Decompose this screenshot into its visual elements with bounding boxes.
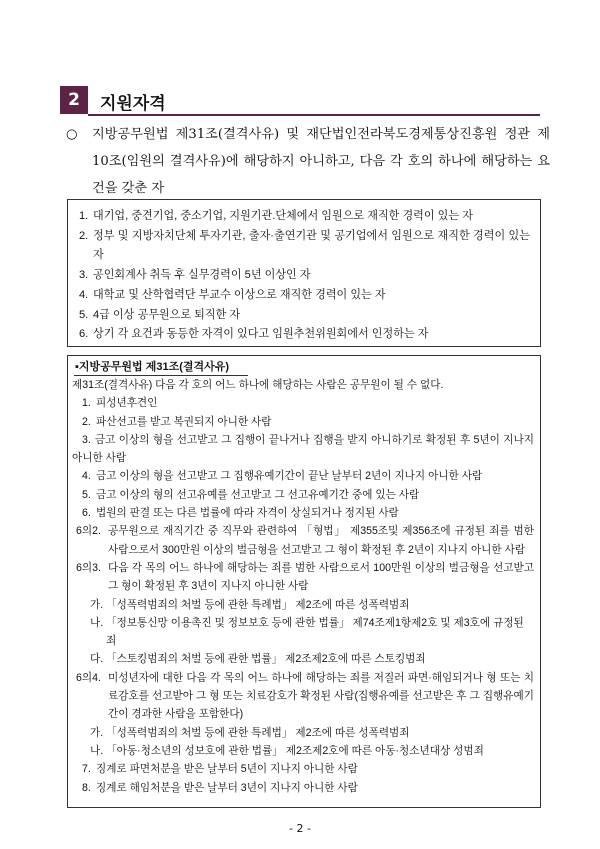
law-item [72, 522, 534, 559]
law-item-number: 6. [82, 507, 91, 520]
law-subitem-number: 가. [90, 598, 104, 611]
law-subitem-text: 「정보통신망 이용촉진 및 정보보호 등에 관한 법률」 제74조제1항제2호 및 제3호에 규정된 죄 [106, 616, 524, 648]
section-number: 2 [60, 86, 88, 114]
requirement-number: 3. [79, 269, 89, 282]
law-item-text: 다음 각 목의 어느 하나에 해당하는 죄를 범한 사람으로서 100만원 이상의 벌금형을 선고받고 그 형이 확정된 후 3년이 지나지 아니한 사람 [108, 561, 534, 593]
law-item-text: 공무원으로 재직기간 중 직무와 관련하여 「형법」 제355조및 제356조에 규정된 죄를 범한 사람으로서 300만원 이상의 벌금형을 선고받고 그 형이 확정된 후 2년이 지나지 아니한 사람 [108, 525, 534, 556]
law-item-text: 파산선고를 받고 복권되지 아니한 사람 [96, 415, 272, 428]
law-item-text: 법원의 판결 또는 다른 법률에 따라 자격이 상실되거나 정지된 사람 [96, 507, 399, 520]
requirement-item [79, 227, 530, 266]
intro-paragraph [60, 121, 550, 202]
law-subitem [72, 742, 534, 760]
requirement-text: 대기업, 중견기업, 중소기업, 지원기관.단체에서 임원으로 재직한 경력이 있는 자 [93, 210, 473, 222]
law-body [72, 376, 534, 797]
requirement-item [79, 286, 530, 306]
law-subitem [72, 650, 534, 668]
law-item [72, 779, 534, 797]
requirement-number: 1. [79, 210, 89, 222]
law-item-text: 징계로 해임처분을 받은 날부터 3년이 지나지 아니한 사람 [96, 781, 358, 794]
law-item-number: 3. [82, 433, 91, 446]
page-number: - 2 - [289, 822, 311, 835]
law-lead: 제31조(결격사유) 다음 각 호의 어느 하나에 해당하는 사람은 공무원이 될 수 없다. [72, 379, 444, 391]
requirement-number: 4. [79, 288, 89, 301]
law-item [72, 486, 534, 504]
law-item-text: 피성년후견인 [96, 397, 158, 410]
law-item [72, 559, 534, 596]
section-header [60, 85, 540, 115]
requirement-item [79, 266, 530, 286]
law-item [72, 394, 534, 412]
requirement-number: 2. [79, 229, 89, 242]
law-item-text: 금고 이상의 형의 선고유예를 선고받고 그 선고유예기간 중에 있는 사람 [96, 488, 420, 501]
law-item [72, 504, 534, 522]
requirement-text: 상기 각 요건과 동등한 자격이 있다고 임원추천위원회에서 인정하는 자 [93, 328, 429, 341]
law-item-number: 8. [82, 781, 91, 794]
law-box [67, 355, 541, 808]
requirement-item [79, 325, 530, 345]
law-item-text: 금고 이상의 형을 선고받고 그 집행이 끝나거나 집행을 받지 아니하기로 확정된 후 5년이 지나지 아니한 사람 [72, 433, 534, 465]
law-item-number: 4. [82, 470, 91, 483]
law-subitem-number: 가. [90, 726, 104, 739]
law-item [72, 669, 534, 724]
law-subitem-text: 「스토킹범죄의 처벌 등에 관한 법률」 제2조제2호에 따른 스토킹범죄 [106, 653, 426, 666]
law-item [72, 413, 534, 431]
requirement-text: 대학교 및 산학협력단 부교수 이상으로 재직한 경력이 있는 자 [93, 288, 386, 301]
requirements-box [67, 199, 541, 347]
law-item-number: 7. [82, 763, 91, 776]
law-item-text: 미성년자에 대한 다음 각 목의 어느 하나에 해당하는 죄를 저질러 파면·해임되거나 형 또는 치료감호를 선고받아 그 형 또는 치료감호가 확정된 사람(집행유예를 선고받은 후 그 집행유예기간이 경과한 사람을 포함한다) [108, 671, 534, 721]
law-item [72, 431, 534, 468]
requirement-text: 4급 이상 공무원으로 퇴직한 자 [93, 308, 241, 321]
law-subitem [72, 596, 534, 614]
requirement-text: 공인회계사 취득 후 실무경력이 5년 이상인 자 [93, 269, 311, 282]
law-subitem-number: 나. [90, 744, 104, 757]
law-subitem [72, 724, 534, 742]
requirement-item [79, 207, 530, 227]
circle-bullet-icon: ○ [66, 127, 78, 142]
law-subitem [72, 614, 534, 651]
section-title: 지원자격 [100, 94, 166, 114]
law-item [72, 760, 534, 778]
law-item-number: 5. [82, 488, 91, 501]
requirement-item [79, 306, 530, 326]
law-item-number: 6의3. [76, 561, 101, 574]
law-item-text: 금고 이상의 형을 선고받고 그 집행유예기간이 끝난 날부터 2년이 지나지 아니한 사람 [96, 470, 483, 483]
requirement-text: 정부 및 지방자치단체 투자기관, 출자·출연기관 및 공기업에서 임원으로 재직한 경력이 있는 자 [93, 229, 530, 262]
law-item-number: 6의2. [76, 525, 101, 538]
law-subitem-text: 「성폭력범죄의 처벌 등에 관한 특례법」 제2조에 따른 성폭력범죄 [106, 598, 410, 611]
law-subitem-number: 다. [90, 653, 104, 666]
law-subitem-number: 나. [90, 616, 104, 629]
section-divider [88, 114, 540, 116]
law-item-text: 징계로 파면처분을 받은 날부터 5년이 지나지 아니한 사람 [96, 763, 358, 776]
law-item [72, 467, 534, 485]
requirement-number: 6. [79, 328, 89, 341]
law-title: ▪지방공무원법 제31조(결격사유) [75, 361, 230, 373]
law-subitem-text: 「아동·청소년의 성보호에 관한 법률」 제2조제2호에 따른 아동·청소년대상 성범죄 [106, 744, 484, 757]
requirement-number: 5. [79, 308, 89, 321]
intro-text: 지방공무원법 제31조(결격사유) 및 재단법인전라북도경제통상진흥원 정관 제10조(임원의 결격사유)에 해당하지 아니하고, 다음 각 호의 하나에 해당하는 요건을 갖춘 자 [92, 127, 550, 196]
law-item-number: 6의4. [76, 671, 101, 684]
law-item-number: 1. [82, 397, 91, 410]
law-item-number: 2. [82, 415, 91, 428]
law-subitem-text: 「성폭력범죄의 처벌 등에 관한 특례법」 제2조에 따른 성폭력범죄 [106, 726, 410, 739]
